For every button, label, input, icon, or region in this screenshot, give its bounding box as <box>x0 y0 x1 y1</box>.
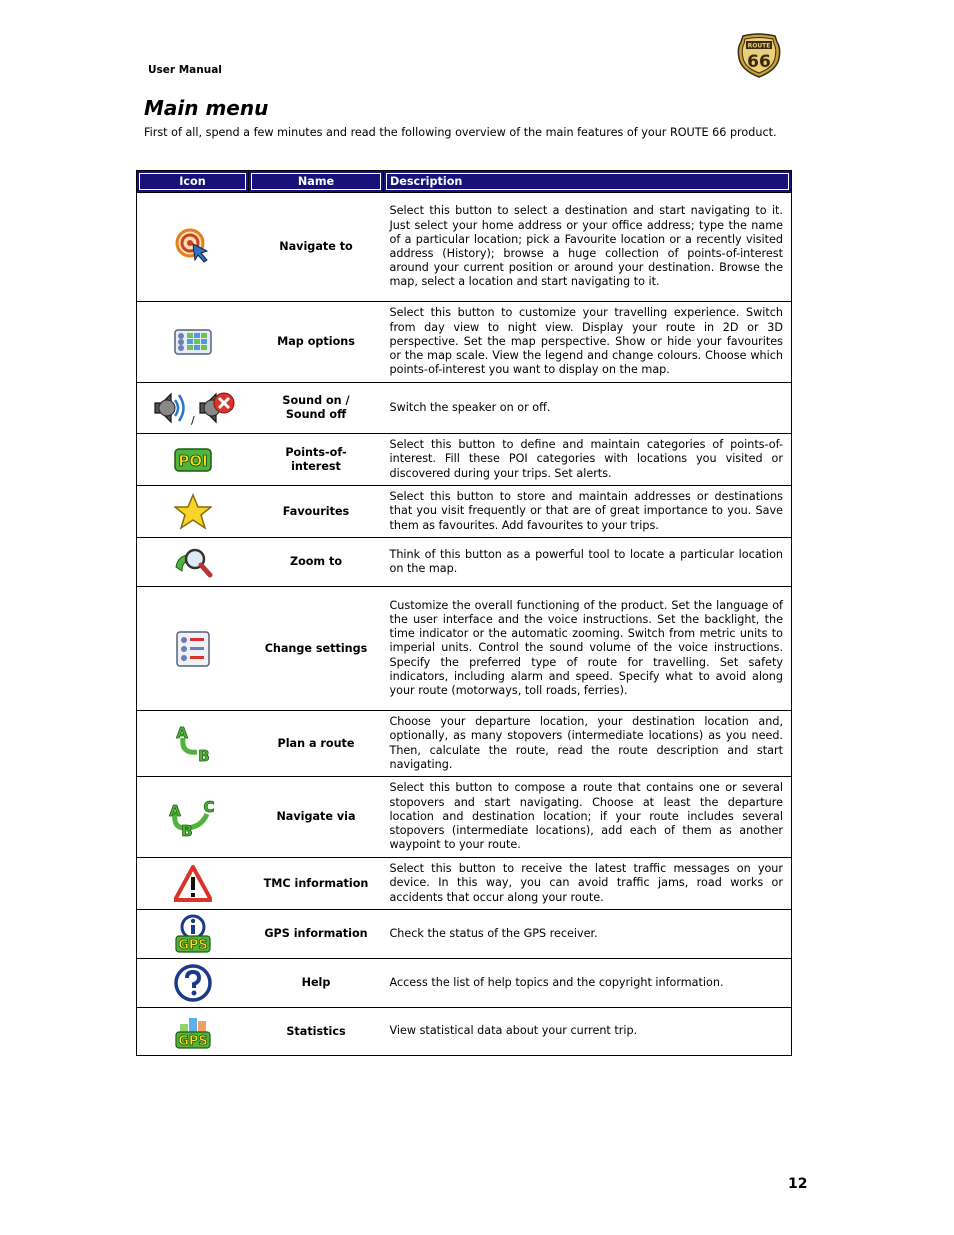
svg-text:66: 66 <box>747 52 771 72</box>
column-header-icon: Icon <box>137 171 249 193</box>
svg-text:GPS: GPS <box>177 938 208 953</box>
gps-info-icon <box>174 914 212 954</box>
row-name: Map options <box>249 302 384 383</box>
svg-text:B: B <box>198 746 210 764</box>
speaker-icon <box>151 389 189 427</box>
table-row <box>137 910 792 959</box>
help-question-icon <box>174 964 212 1002</box>
row-name: Statistics <box>249 1008 384 1056</box>
main-menu-table <box>136 170 792 1056</box>
row-description: Select this button to define and maintain categories of points-of-interest. Fill these POI categories with locations you visited or discovered during your trips. Set alerts. <box>384 434 792 486</box>
row-description: Select this button to store and maintain addresses or destinations that you visit frequently or that are of great importance to you. Save them as favourites. Add favourites to your trips. <box>384 486 792 538</box>
speaker-muted-icon <box>197 389 235 427</box>
row-description: Think of this button as a powerful tool to locate a particular location on the map. <box>384 538 792 587</box>
row-name: Plan a route <box>249 711 384 777</box>
settings-list-icon <box>176 631 210 667</box>
table-row <box>137 1008 792 1056</box>
row-name-line: interest <box>291 459 341 473</box>
row-description: Access the list of help topics and the copyright information. <box>384 959 792 1008</box>
route-a-b-c-icon <box>167 796 219 838</box>
row-name: Change settings <box>249 587 384 711</box>
zoom-magnifier-icon <box>173 545 213 579</box>
table-row <box>137 538 792 587</box>
svg-text:C: C <box>203 798 215 816</box>
table-row <box>137 711 792 777</box>
table-row <box>137 302 792 383</box>
svg-text:A: A <box>168 802 181 820</box>
svg-text:B: B <box>181 822 193 838</box>
row-description: Select this button to select a destination and start navigating to it. Just select your home address or your office address; type the name of a particular location; pick a Favourite location or a recently visited address (History); browse a huge collection of points-of-interest around your current position or around your destination. Browse the map, select a location and start navigating to it. <box>384 193 792 302</box>
row-name: Favourites <box>249 486 384 538</box>
row-name: TMC information <box>249 858 384 910</box>
svg-text:ROUTE: ROUTE <box>747 42 771 50</box>
row-name: Navigate to <box>249 193 384 302</box>
map-options-icon <box>174 329 212 355</box>
table-row <box>137 777 792 858</box>
page-title: Main menu <box>144 96 269 120</box>
row-name-line: Sound off <box>285 408 347 421</box>
table-row <box>137 858 792 910</box>
warning-triangle-icon <box>174 865 212 903</box>
row-description: View statistical data about your current trip. <box>384 1008 792 1056</box>
row-name-line: Points-of- <box>285 445 347 459</box>
sound-separator: / <box>191 414 195 427</box>
table-row <box>137 383 792 434</box>
row-name: Help <box>249 959 384 1008</box>
table-row <box>137 959 792 1008</box>
row-description: Select this button to compose a route that contains one or several stopovers and start navigating. Choose at least the departure location and destination location; if your route includes several stopovers (intermediate locations), add each of them as another waypoint to your route. <box>384 777 792 858</box>
row-name: GPS information <box>249 910 384 959</box>
table-row <box>137 434 792 486</box>
row-name: Navigate via <box>249 777 384 858</box>
table-row <box>137 193 792 302</box>
header-label: User Manual <box>148 64 222 76</box>
row-description: Choose your departure location, your destination location and, optionally, as many stopovers (intermediate locations) as you need. Then, calculate the route, read the route description and start navigating. <box>384 711 792 777</box>
row-name-line: Sound on / <box>282 394 350 407</box>
svg-text:GPS: GPS <box>177 1033 208 1049</box>
row-description: Select this button to receive the latest traffic messages on your device. In this way, you can avoid traffic jams, road works or accidents that occur along your route. <box>384 858 792 910</box>
gps-statistics-icon <box>174 1014 212 1050</box>
intro-paragraph: First of all, spend a few minutes and read the following overview of the main features of your ROUTE 66 product. <box>144 126 777 139</box>
page-number: 12 <box>788 1176 808 1192</box>
row-description: Check the status of the GPS receiver. <box>384 910 792 959</box>
row-description: Customize the overall functioning of the product. Set the language of the user interface and the voice instructions. Set the backlight, the time indicator or the automatic zooming. Switch from metric units to imperial units. Control the sound volume of the voice instructions. Specify the preferred type of route for travelling. Set safety indicators, including alarm and speed. Specify what to avoid along your route (motorways, toll roads, ferries). <box>384 587 792 711</box>
route66-logo <box>737 32 781 78</box>
row-description: Switch the speaker on or off. <box>384 383 792 434</box>
svg-text:POI: POI <box>178 451 208 470</box>
table-header-row <box>137 171 792 193</box>
svg-text:A: A <box>175 723 188 742</box>
navigate-target-icon <box>173 227 213 267</box>
row-description: Select this button to customize your travelling experience. Switch from day view to night view. Display your route in 2D or 3D perspective. Set the map perspective. Show or hide your favourites or the map scale. View the legend and change colours. Choose which points-of-interest you want to display on the map. <box>384 302 792 383</box>
table-row <box>137 587 792 711</box>
poi-icon <box>174 448 212 472</box>
row-name: Zoom to <box>249 538 384 587</box>
column-header-name: Name <box>249 171 384 193</box>
column-header-description: Description <box>384 171 792 193</box>
table-row <box>137 486 792 538</box>
star-icon <box>174 493 212 531</box>
route-a-b-icon <box>173 724 213 764</box>
